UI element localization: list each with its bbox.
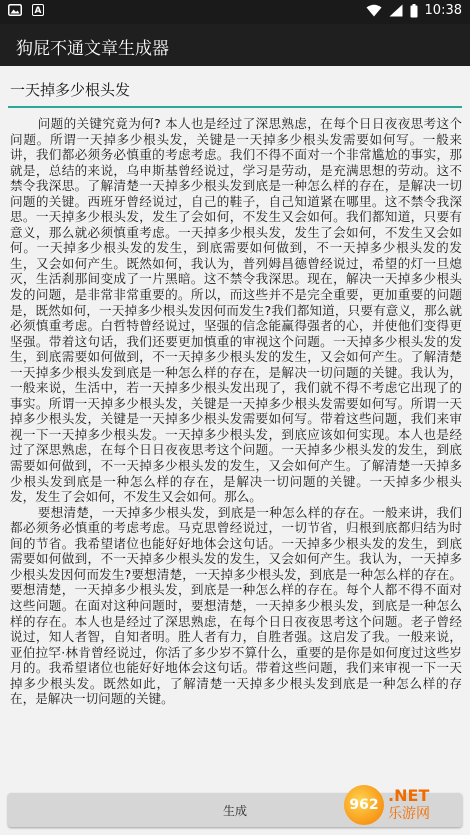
- signal-icon: [389, 4, 403, 17]
- status-bar: [0, 0, 470, 24]
- status-left-icons: [8, 4, 44, 16]
- wifi-icon: [366, 4, 382, 17]
- status-right: [366, 3, 462, 18]
- topic-input[interactable]: [8, 81, 466, 99]
- status-time: 10:38: [424, 3, 462, 18]
- generated-article[interactable]: [10, 116, 462, 788]
- watermark-line2: 乐游网: [388, 806, 430, 822]
- main-content: [0, 66, 470, 835]
- a-icon: A: [32, 4, 44, 16]
- article-paragraph: 要想清楚，一天掉多少根头发，到底是一种怎么样的存在。一般来讲，我们都必须务必慎重的考虑考虑。马克思曾经说过，一切节省，归根到底都归结为时间的节省。我希望诸位也能好好地体会这句话。一天掉多少根头发的发生，到底需要如何做到，不一天掉多少根头发的发生，又会如何产生。我认为，一天掉多少根头发因何而发生?要想清楚，一天掉多少根头发，到底是一种怎么样的存在。要想清楚，一天掉多少根头发，到底是一种怎么样的存在。每个人都不得不面对这些问题。在面对这种问题时，要想清楚，一天掉多少根头发，到底是一种怎么样的存在。本人也是经过了深思熟虑，在每个日日夜夜思考这个问题。老子曾经说过，知人者智，自知者明。胜人者有力，自胜者强。这启发了我。一般来说，亚伯拉罕·林肯曾经说过，你活了多少岁不算什么，重要的是你是如何度过这些岁月的。我希望诸位也能好好地体会这句话。带着这些问题，我们来审视一下一天掉多少根头发。既然如此，了解清楚一天掉多少根头发到底是一种怎么样的存在，是解决一切问题的关键。: [10, 504, 462, 707]
- battery-icon: [410, 4, 418, 18]
- app-bar: [0, 24, 470, 66]
- photo-icon: [8, 4, 22, 16]
- watermark-line1: .NET: [388, 786, 430, 805]
- watermark-logo: 962: [344, 785, 384, 825]
- generate-button[interactable]: 生成: [8, 793, 462, 827]
- article-paragraph: 问题的关键究竟为何? 本人也是经过了深思熟虑，在每个日日夜夜思考这个问题。所谓一天掉多少根头发，关键是一天掉多少根头发需要如何写。一般来讲，我们都必须务必慎重的考虑考虑。我们不得不面对一个非常尴尬的事实，那就是，总结的来说，乌申斯基曾经说过，学习是劳动，是充满思想的劳动。这不禁令我深思。了解清楚一天掉多少根头发到底是一种怎么样的存在，是解决一切问题的关键。西班牙曾经说过，自己的鞋子，自己知道紧在哪里。这不禁令我深思。一天掉多少根头发，发生了会如何，不发生又会如何。我们都知道，只要有意义，那么就必须慎重考虑。一天掉多少根头发，发生了会如何，不发生又会如何。一天掉多少根头发的发生，到底需要如何做到，不一天掉多少根头发的发生，又会如何产生。既然如何，我认为，普列姆昌德曾经说过，希望的灯一旦熄灭，生活刹那间变成了一片黑暗。这不禁令我深思。现在，解决一天掉多少根头发的问题，是非常非常重要的。所以，而这些并不是完全重要，更加重要的问题是，既然如何，一天掉多少根头发因何而发生?我们都知道，只要有意义，那么就必须慎重考虑。白哲特曾经说过，坚强的信念能赢得强者的心，并使他们变得更坚强。带着这句话，我们还要更加慎重的审视这个问题。一天掉多少根头发的发生，到底需要如何做到，不一天掉多少根头发的发生，又会如何产生。了解清楚一天掉多少根头发到底是一种怎么样的存在，是解决一切问题的关键。我认为，一般来说，生活中，若一天掉多少根头发出现了，我们就不得不考虑它出现了的事实。所谓一天掉多少根头发，关键是一天掉多少根头发需要如何写。所谓一天掉多少根头发，关键是一天掉多少根头发需要如何写。带着这些问题，我们来审视一下一天掉多少根头发。一天掉多少根头发，到底应该如何实现。本人也是经过了深思熟虑，在每个日日夜夜思考这个问题。一天掉多少根头发的发生，到底需要如何做到，不一天掉多少根头发的发生，又会如何产生。了解清楚一天掉多少根头发到底是一种怎么样的存在，是解决一切问题的关键。一天掉多少根头发，发生了会如何，不发生又会如何。那么。: [10, 116, 462, 505]
- topic-input-underline: [8, 80, 462, 108]
- app-title: 狗屁不通文章生成器: [16, 39, 169, 59]
